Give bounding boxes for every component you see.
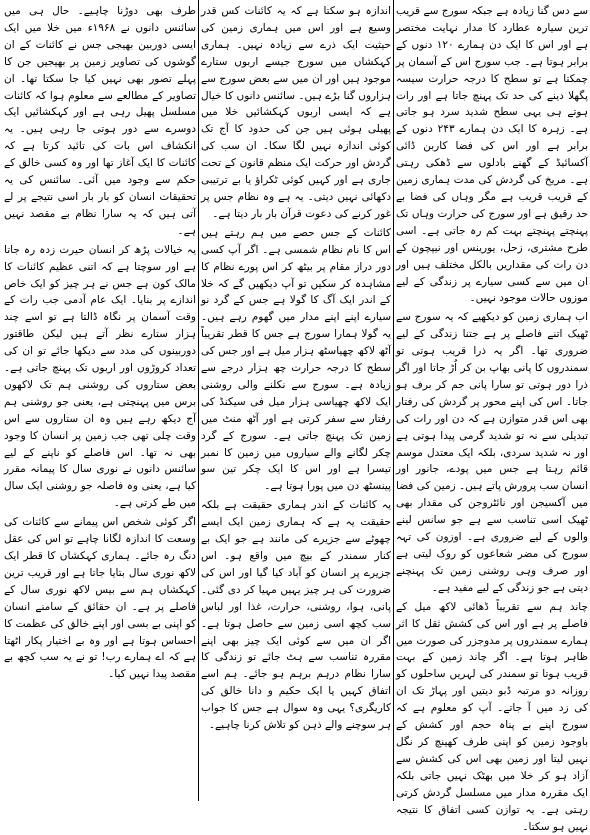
paragraph: چاند ہم سے تقریباً ڈھائی لاکھ میل کے فاصلے پر ہے اور اس کی کشش ثقل کا اثر ہمارے سمندروں پر مدوجزر کی صورت میں ظاہر ہوتا ہے۔ اگر چاند زمین کے بہت قریب ہوتا تو سمندر کی لہریں ساحلوں کو روزانہ دو مرتبہ ڈبو دیتیں اور پہاڑ تک ان کی زد میں آ جاتے۔ آپ کو معلوم ہے کہ سورج اپنے بے پناہ حجم اور کشش کے باوجود زمین کو اپنی طرف کھینچ کر نگل نہیں لیتا اور زمین بھی اس کی کشش سے آزاد ہو کر خلا میں بھٹک نہیں جاتی بلکہ ایک مقررہ مدار میں مسلسل گردش کرتی رہتی ہے۔ یہ توازن کسی اتفاق کا نتیجہ نہیں ہو سکتا۔ bbox=[396, 600, 588, 833]
paragraph: اب ہماری زمین کو دیکھیے کہ یہ سورج سے ٹھیک اتنے فاصلے پر ہے جتنا زندگی کے لیے ضروری تھا۔ اگر یہ ذرا قریب ہوتی تو سمندروں کا پانی بھاپ بن کر اُڑ جاتا اور اگر ذرا دور ہوتی تو سارا پانی جم کر برف ہو جاتا۔ اس کی اپنے محور پر گردش کی رفتار بھی اس قدر متوازن ہے کہ دن اور رات کی تبدیلی سے نہ تو شدید گرمی پیدا ہوتی ہے اور نہ شدید سردی، بلکہ ایک معتدل موسم قائم رہتا ہے جس میں پودے، جانور اور انسان سب پرورش پاتے ہیں۔ زمین کی فضا میں آکسیجن اور نائٹروجن کی مقدار بھی ٹھیک اسی تناسب سے ہے جو سانس لینے والوں کے لیے ضروری ہے۔ اوزون کی تہہ سورج کی مضر شعاعوں کو روک لیتی ہے اور صرف وہی روشنی زمین تک پہنچنے دیتی ہے جو زندگی کے لیے مفید ہے۔ bbox=[396, 311, 588, 594]
paragraph: سے دس گنا زیادہ ہے جبکہ سورج سے قریب ترین سیارہ عطارد کا مدار نہایت مختصر ہے اور اس کا ایک دن ہمارے ۱۲۰ دنوں کے برابر ہوتا ہے۔ جب سورج اس کے آسمان پر چمکتا ہے تو سطح کا درجہ حرارت سیسہ پگھلا دینے کی حد تک پہنچ جاتا ہے اور رات ہوتے ہی یہی سطح شدید سرد ہو جاتی ہے۔ زہرہ کا ایک دن ہمارے ۲۴۳ دنوں کے برابر ہے اور اس کی فضا کاربن ڈائی آکسائیڈ کے گھنے بادلوں سے ڈھکی رہتی ہے۔ مریخ کی گردش کی مدت ہماری زمین کے قریب قریب ہے مگر وہاں کی فضا بے حد رقیق ہے اور سورج کی حرارت وہاں تک پہنچتے پہنچتے بہت کم رہ جاتی ہے۔ اسی طرح مشتری، زحل، یورینس اور نیپچون کے دن رات کی مقداریں بالکل مختلف ہیں اور ان میں سے کسی سیارے پر زندگی کے لیے موزوں حالات موجود نہیں۔ bbox=[396, 5, 589, 305]
paragraph: یہ کائنات کے اندر ہماری حقیقت ہے بلکہ حقیقت یہ ہے کہ ہماری زمین ایک ایسے چھوٹے سے جزیرے کی مانند ہے جو ایک بے کنار سمندر کے بیچ میں واقع ہو۔ اس جزیرے پر انسان کو آباد کیا گیا اور اس کی ضرورت کی ہر چیز یہیں مہیا کر دی گئی۔ پانی، ہوا، روشنی، حرارت، غذا اور لباس سب کچھ اسی زمین سے حاصل ہوتا ہے۔ اگر ان میں سے کوئی ایک چیز بھی اپنے مقررہ تناسب سے ہٹ جائے تو زندگی کا سارا نظام درہم برہم ہو جائے۔ ہم اسے اتفاق کہیں یا ایک حکیم و دانا خالق کی کاریگری؟ یہی وہ سوال ہے جس کا جواب ہر سوچنے والے ذہن کو تلاش کرنا چاہیے۔ bbox=[201, 499, 391, 732]
paragraph: کائنات کے جس حصے میں ہم رہتے ہیں اس کا نام نظام شمسی ہے۔ اگر آپ کسی دور دراز مقام پر بیٹھ کر اس پورے نظام کا مشاہدہ کر سکیں تو آپ دیکھیں گے کہ خلا کے اندر ایک آگ کا گولا ہے جس کے گرد نو سیارے اپنے اپنے مدار میں گھوم رہے ہیں۔ یہ گولا ہمارا سورج ہے جس کا قطر تقریباً آٹھ لاکھ چھیاسٹھ ہزار میل ہے اور جس کی سطح کا درجہ حرارت چھ ہزار درجے سے زیادہ ہے۔ سورج سے نکلنے والی روشنی ایک لاکھ چھیاسی ہزار میل فی سیکنڈ کی رفتار سے سفر کرتی ہے اور آٹھ منٹ میں زمین تک پہنچ جاتی ہے۔ سورج کے گرد چکر لگانے والے سیاروں میں زمین کا نمبر تیسرا ہے اور اس کا ایک چکر تین سو پینسٹھ دن میں پورا ہوتا ہے۔ bbox=[201, 226, 391, 493]
column-divider-left bbox=[198, 0, 199, 801]
text-column-middle bbox=[201, 3, 391, 799]
paragraph: اگر کوئی شخص اس پیمانے سے کائنات کی وسعت کا اندازہ لگانا چاہے تو اس کی عقل دنگ رہ جائے۔ ہماری کہکشاں کا قطر ایک لاکھ نوری سال بتایا جاتا ہے اور قریب ترین کہکشاں ہم سے بیس لاکھ نوری سال کے فاصلے پر ہے۔ ان حقائق کے سامنے انسان کو اپنی بے بسی اور اپنے خالق کی عظمت کا احساس ہوتا ہے اور وہ بے اختیار پکار اٹھتا ہے کہ اے ہمارے رب! تو نے یہ سب کچھ بے مقصد پیدا نہیں کیا۔ bbox=[4, 516, 196, 681]
column-divider-right bbox=[393, 0, 394, 801]
paragraph: طرف بھی دوڑنا چاہیے۔ حال ہی میں سائنس دانوں نے ۱۹۶۸ء میں خلا میں ایک ایسی دوربین بھیجی جس نے کائنات کے ان گوشوں کی تصاویر زمین پر بھیجیں جن کا پہلے تصور بھی نہیں کیا جا سکتا تھا۔ ان تصاویر کے مطالعے سے معلوم ہوا کہ کائنات مسلسل پھیل رہی ہے اور کہکشائیں ایک دوسرے سے دور ہوتی جا رہی ہیں۔ یہ انکشاف اس بات کی تائید کرتا ہے کہ کائنات کا ایک آغاز تھا اور وہ کسی خالق کے حکم سے وجود میں آئی۔ سائنس کی یہ تحقیقات انسان کو بار بار اسی نتیجے پر لے آتی ہیں کہ یہ سارا نظام بے مقصد نہیں ہے۔ bbox=[4, 5, 196, 237]
paragraph: یہ خیالات پڑھ کر انسان حیرت زدہ رہ جاتا ہے اور سوچتا ہے کہ اتنی عظیم کائنات کا مالک کون ہے جس نے ہر چیز کو ایک خاص اندازے پر بنایا۔ ایک عام آدمی جب رات کے وقت آسمان پر نگاہ ڈالتا ہے تو اسے چند ہزار ستارے نظر آتے ہیں لیکن طاقتور دوربینوں کی مدد سے دیکھا جائے تو ان کی تعداد کروڑوں اور اربوں تک پہنچ جاتی ہے۔ بعض ستاروں کی روشنی ہم تک لاکھوں برس میں پہنچتی ہے، یعنی جو روشنی ہم آج دیکھ رہے ہیں وہ ان ستاروں سے اس وقت چلی تھی جب زمین پر انسان کا وجود بھی نہ تھا۔ اس فاصلے کو ناپنے کے لیے سائنس دانوں نے نوری سال کا پیمانہ مقرر کیا ہے، یعنی وہ فاصلہ جو روشنی ایک سال میں طے کرتی ہے۔ bbox=[4, 243, 196, 510]
paragraph: اندازہ ہو سکتا ہے کہ یہ کائنات کس قدر وسیع ہے اور اس میں ہماری زمین کی حیثیت ایک ذرے سے زیادہ نہیں۔ ہماری کہکشاں میں سورج جیسے اربوں ستارے موجود ہیں اور ان میں سے بعض سورج سے ہزاروں گنا بڑے ہیں۔ سائنس دانوں کا خیال ہے کہ ایسی اربوں کہکشائیں خلا میں پھیلی ہوئی ہیں جن کی حدود کا آج تک کوئی اندازہ نہیں لگا سکا۔ ان سب کی گردش اور حرکت ایک منظم قانون کے تحت جاری ہے اور کہیں کوئی ٹکراؤ یا بے ترتیبی دکھائی نہیں دیتی۔ یہ ہے وہ نظام جس پر غور کرنے کی دعوت قرآن بار بار دیتا ہے۔ bbox=[201, 5, 391, 220]
text-column-left bbox=[4, 3, 196, 799]
text-column-right bbox=[396, 3, 589, 833]
